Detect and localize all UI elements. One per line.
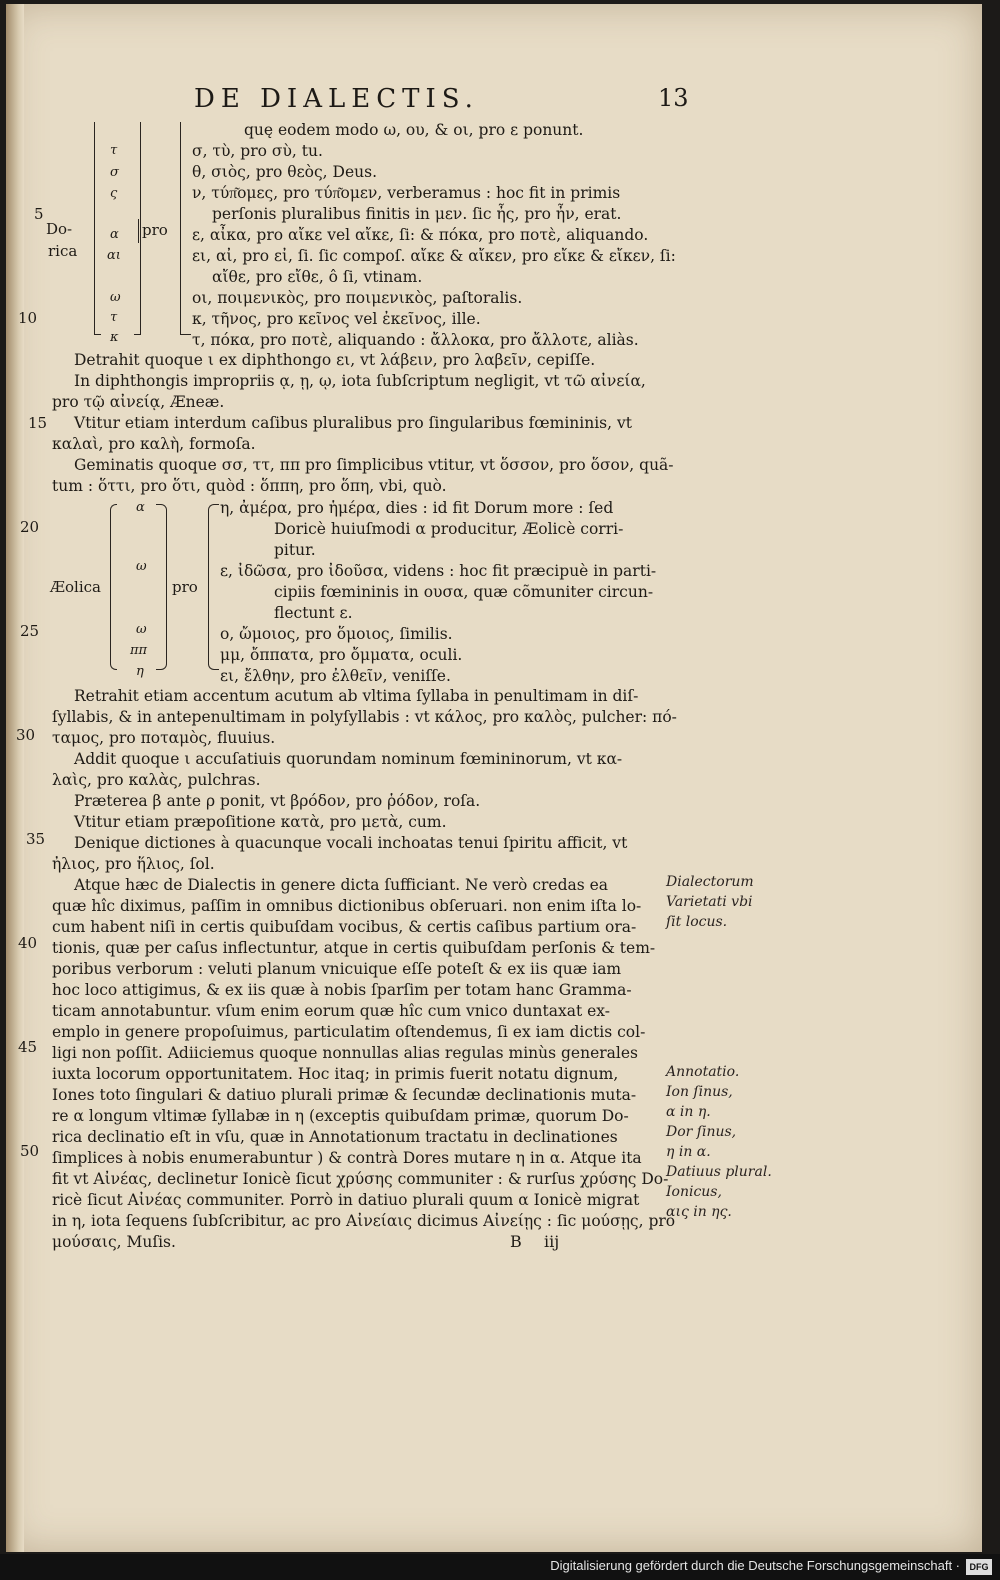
text-line: λαὶς, pro καλὰς, pulchras.	[52, 771, 261, 789]
text-line: cum habent niſi in certis quibuſdam vocibus, & certis caſibus partium ora-	[52, 918, 637, 936]
text-line: ſimplices à nobis enumerabuntur ) & contrà Dores mutare η in α. Atque ita	[52, 1149, 642, 1167]
text-line: hoc loco attigimus, & ex iis quæ à nobis ſparſim per totam hanc Gramma-	[52, 981, 632, 999]
line-number: 40	[18, 934, 38, 952]
aeolica-row: ε, ἰδῶσα, pro ἰδοῦσα, videns : hoc fit præcipuè in parti-	[220, 562, 657, 580]
book-page	[6, 4, 982, 1552]
text-line: emplo in genere propoſuimus, particulatim oſtendemus, ſi ex iam dictis col-	[52, 1023, 646, 1041]
margin-note: Varietati vbi	[666, 894, 753, 910]
aeolica-right-bracket	[208, 504, 219, 670]
dorica-label-top: Do-	[46, 220, 73, 238]
margin-note: Ion ſinus,	[666, 1084, 733, 1100]
dorica-pro: pro	[142, 221, 168, 239]
aeolica-row: ει, ἔλθην, pro ἐλθεῖν, veniſſe.	[220, 667, 451, 685]
text-line: iuxta locorum opportunitatem. Hoc itaq; in primis fuerit notatu dignum,	[52, 1065, 619, 1083]
text-line: ticam annotabuntur. vſum enim eorum quæ hîc cum vnico duntaxat ex-	[52, 1002, 611, 1020]
aeolica-row: η, ἀμέρα, pro ἡμέρα, dies : id fit Dorum more : ſed	[220, 499, 614, 517]
text-line: ricè ſicut Αἰνέας communiter. Porrò in datiuo plurali quum α Ionicè migrat	[52, 1191, 640, 1209]
margin-note: Datiuus plural.	[666, 1164, 772, 1180]
dorica-row: θ, σιὸς, pro θεὸς, Deus.	[192, 163, 377, 181]
dorica-row: κ, τῆνος, pro κεῖνος vel ἐκεῖνος, ille.	[192, 310, 481, 328]
dorica-letter: ω	[110, 290, 121, 305]
text-line: ταμος, pro ποταμὸς, fluuius.	[52, 729, 276, 747]
dorica-row: αἴθε, pro εἴθε, ô ſi, vtinam.	[212, 268, 423, 286]
text-line: quæ hîc diximus, paſſim in omnibus dictionibus obſeruari. non enim iſta lo-	[52, 897, 642, 915]
line-number: 45	[18, 1038, 38, 1056]
signature-mark: B	[510, 1232, 522, 1251]
text-line: tum : ὅττι, pro ὅτι, quòd : ὅππη, pro ὅπη, vbi, quò.	[52, 477, 447, 495]
margin-note: Annotatio.	[666, 1064, 740, 1080]
page-spine-shadow	[6, 4, 24, 1552]
dorica-row: ει, αἰ, pro εἰ, ſi. ſic compoſ. αἴκε & αἴκεν, pro εἴκε & εἴκεν, ſi:	[192, 247, 676, 265]
aeolica-mid-bracket	[156, 504, 167, 670]
aeolica-pro: pro	[172, 578, 198, 596]
dorica-letter: σ	[110, 165, 119, 180]
text-line: pro τῷ αἰνείᾳ, Æneæ.	[52, 393, 225, 411]
dorica-pro-rule	[138, 219, 143, 243]
dorica-right-bracket	[180, 122, 191, 335]
dorica-letter: α	[110, 227, 119, 242]
text-line: fit vt Αἰνέας, declinetur Ionicè ſicut χρύσης communiter : & rurſus χρύσης Do-	[52, 1170, 669, 1188]
dorica-row: σ, τὺ, pro σὺ, tu.	[192, 142, 323, 160]
text-line: tionis, quæ per caſus inflectuntur, atque in certis quibuſdam perſonis & tem-	[52, 939, 656, 957]
text-line: ſyllabis, & in antepenultimam in polyſyllabis : vt κάλος, pro καλὸς, pulcher: πό-	[52, 708, 677, 726]
text-line: ἠλιος, pro ἥλιος, ſol.	[52, 855, 215, 873]
text-line: In diphthongis impropriis ᾳ, ῃ, ῳ, iota ſubſcriptum negligit, vt τῶ αἰνεία,	[74, 372, 646, 390]
footer-credit: Digitalisierung gefördert durch die Deutsche Forschungsgemeinschaft ·	[550, 1558, 960, 1573]
dorica-row: ν, τύπ͂ομες, pro τύπ͂ομεν, verberamus : hoc fit in primis	[192, 184, 621, 202]
text-line: μούσαις, Muſis.	[52, 1233, 176, 1251]
dorica-row: τ, πόκα, pro ποτὲ, aliquando : ἄλλοκα, pro ἄλλοτε, aliàs.	[192, 331, 639, 349]
dorica-row: οι, ποιμενικὸς, pro ποιμενικὸς, paſtoralis.	[192, 289, 523, 307]
text-line: in η, iota ſequens ſubſcribitur, ac pro Αἰνείαις dicimus Αἰνείῃς : ſic μούσῃς, pro	[52, 1212, 676, 1230]
line-number: 5	[34, 205, 44, 223]
text-line: poribus verborum : veluti planum vnicuique eſſe poteſt & ex iis quæ iam	[52, 960, 622, 978]
dorica-letter: τ	[110, 143, 118, 158]
line-number: 20	[20, 518, 40, 536]
aeolica-label: Æolica	[50, 578, 101, 596]
text-line: Addit quoque ι accuſatiuis quorundam nominum fœmininorum, vt κα-	[74, 750, 623, 768]
dorica-letter: κ	[110, 330, 119, 345]
margin-note: ſit locus.	[666, 914, 728, 930]
line-number: 10	[18, 309, 38, 327]
text-line: Præterea β ante ρ ponit, vt βρόδον, pro ῥόδον, roſa.	[74, 792, 481, 810]
line-number: 50	[20, 1142, 40, 1160]
text-line: Detrahit quoque ι ex diphthongo ει, vt λάβειν, pro λαβεῖν, cepiſſe.	[74, 351, 596, 369]
dorica-letter: τ	[110, 310, 118, 325]
line-number: 35	[26, 830, 46, 848]
line-number: 25	[20, 622, 40, 640]
margin-note: Dor ſinus,	[666, 1124, 737, 1140]
dorica-letter: ς	[110, 186, 118, 201]
dorica-left-bracket-outer	[94, 122, 101, 335]
aeolica-row: cipiis fœmininis in ουσα, quæ cõmuniter circun-	[274, 583, 654, 601]
aeolica-row: flectunt ε.	[274, 604, 353, 622]
running-title: DE DIALECTIS.	[194, 84, 479, 114]
text-line: Denique dictiones à quacunque vocali inchoatas tenui ſpiritu afficit, vt	[74, 834, 628, 852]
aeolica-row: pitur.	[274, 541, 316, 559]
margin-note: Ionicus,	[666, 1184, 722, 1200]
aeolica-letter: α	[136, 500, 145, 515]
dorica-letter: αι	[107, 248, 121, 263]
text-line: re α longum vltimæ ſyllabæ in η (exceptis quibuſdam primæ, quorum Do-	[52, 1107, 629, 1125]
aeolica-letter: ππ	[130, 643, 148, 658]
text-line: rica declinatio eſt in vſu, quæ in Annotationum tractatu in declinationes	[52, 1128, 618, 1146]
dorica-label-bottom: rica	[48, 242, 78, 260]
margin-note: η in α.	[666, 1144, 711, 1160]
page-number: 13	[658, 84, 689, 112]
dorica-row: perſonis pluralibus finitis in μεν. ſic ἦς, pro ἦν, erat.	[212, 205, 622, 223]
aeolica-letter: ω	[136, 559, 147, 574]
text-line: ligi non poſſit. Adiiciemus quoque nonnullas alias regulas minùs generales	[52, 1044, 638, 1062]
aeolica-row: Doricè huiuſmodi α producitur, Æolicè corri-	[274, 520, 624, 538]
text-line: Iones toto ſingulari & datiuo plurali primæ & ſecundæ declinationis muta-	[52, 1086, 637, 1104]
margin-note: α in η.	[666, 1104, 711, 1120]
signature-leaf: iij	[544, 1232, 560, 1251]
text-line: Geminatis quoque σσ, ττ, ππ pro ſimplicibus vtitur, vt ὅσσον, pro ὅσον, quã-	[74, 456, 674, 474]
margin-note: Dialectorum	[666, 874, 754, 890]
aeolica-row: ο, ὤμοιος, pro ὅμοιος, ſimilis.	[220, 625, 453, 643]
text-line: Vtitur etiam præpoſitione κατὰ, pro μετὰ, cum.	[74, 813, 447, 831]
line-number: 30	[16, 726, 36, 744]
aeolica-left-bracket	[110, 504, 117, 670]
text-line: Vtitur etiam interdum caſibus pluralibus pro ſingularibus fœmininis, vt	[74, 414, 632, 432]
line-number: 15	[28, 414, 48, 432]
dfg-logo-icon: DFG	[966, 1559, 992, 1575]
aeolica-row: μμ, ὄππατα, pro ὄμματα, oculi.	[220, 646, 463, 664]
text-line: καλαὶ, pro καλὴ, formoſa.	[52, 435, 256, 453]
aeolica-letter: η	[136, 664, 144, 679]
text-line: Atque hæc de Dialectis in genere dicta ſufficiant. Ne verò credas ea	[74, 876, 609, 894]
digitization-footer	[0, 1554, 1000, 1580]
dorica-row: quę eodem modo ω, ου, & οι, pro ε ponunt.	[244, 121, 584, 139]
text-line: Retrahit etiam accentum acutum ab vltima ſyllaba in penultimam in diſ-	[74, 687, 639, 705]
aeolica-letter: ω	[136, 622, 147, 637]
margin-note: αις in ης.	[666, 1204, 732, 1220]
dorica-row: ε, αἶκα, pro αἴκε vel αἴκε, ſi: & πόκα, pro ποτὲ, aliquando.	[192, 226, 649, 244]
